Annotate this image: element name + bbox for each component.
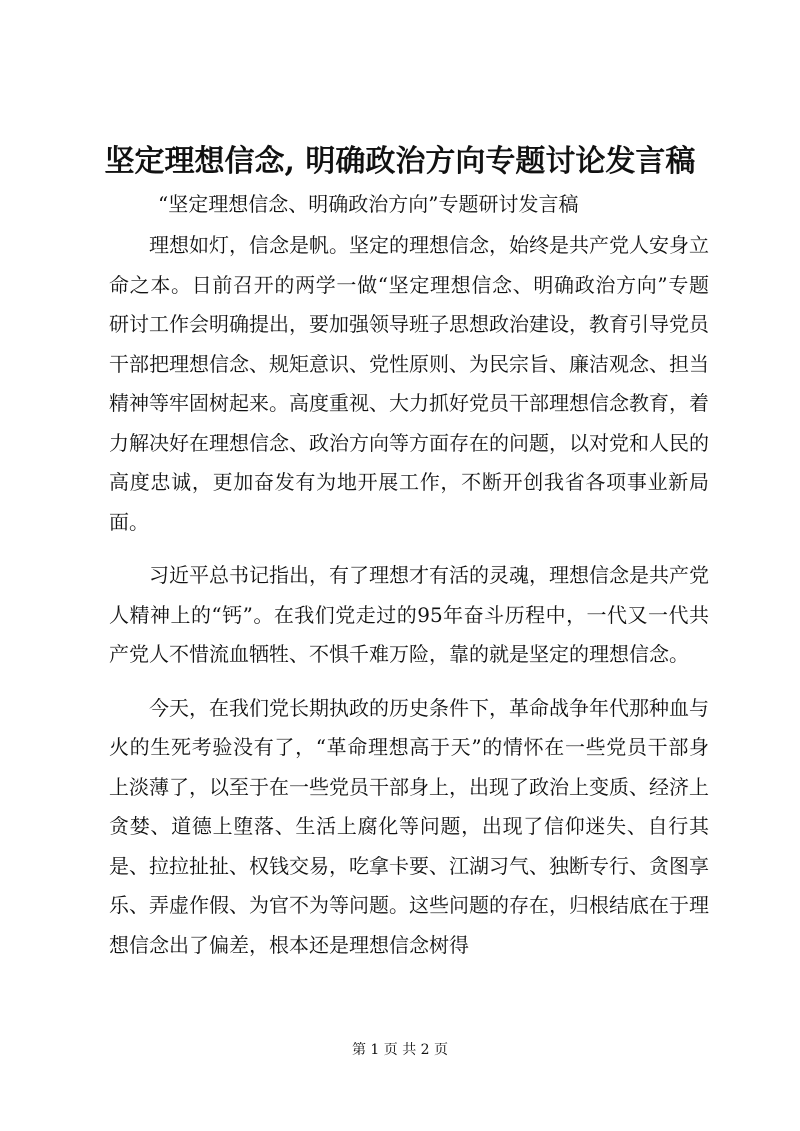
document-body [109, 226, 709, 979]
paragraph-2: 习近平总书记指出，有了理想才有活的灵魂，理想信念是共产党人精神上的“钙”。在我们党走过的95年奋斗历程中，一代又一代共产党人不惜流血牺牲、不惧千难万险，靠的就是坚定的理想信念。 [109, 563, 709, 666]
paragraph-3: 今天，在我们党长期执政的历史条件下，革命战争年代那种血与火的生死考验没有了，“革命理想高于天”的情怀在一些党员干部身上淡薄了，以至于在一些党员干部身上，出现了政治上变质、经济上贪婪、道德上堕落、生活上腐化等问题，出现了信仰迷失、自行其是、拉拉扯扯、权钱交易，吃拿卡要、江湖习气、独断专行、贪图享乐、弄虚作假、为官不为等问题。这些问题的存在，归根结底在于理想信念出了偏差，根本还是理想信念树得 [109, 695, 709, 957]
page-number-footer: 第 1 页 共 2 页 [351, 1042, 449, 1058]
document-subtitle: “坚定理想信念、明确政治方向”专题研讨发言稿 [158, 192, 579, 216]
document-title: 坚定理想信念, 明确政治方向专题讨论发言稿 [104, 144, 696, 179]
paragraph-1: 理想如灯，信念是帆。坚定的理想信念，始终是共产党人安身立命之本。日前召开的两学一做“坚定理想信念、明确政治方向”专题研讨工作会明确提出，要加强领导班子思想政治建设，教育引导党员干部把理想信念、规矩意识、党性原则、为民宗旨、廉洁观念、担当精神等牢固树起来。高度重视、大力抓好党员干部理想信念教育，着力解决好在理想信念、政治方向等方面存在的问题，以对党和人民的高度忠诚，更加奋发有为地开展工作，不断开创我省各项事业新局面。 [109, 233, 709, 534]
